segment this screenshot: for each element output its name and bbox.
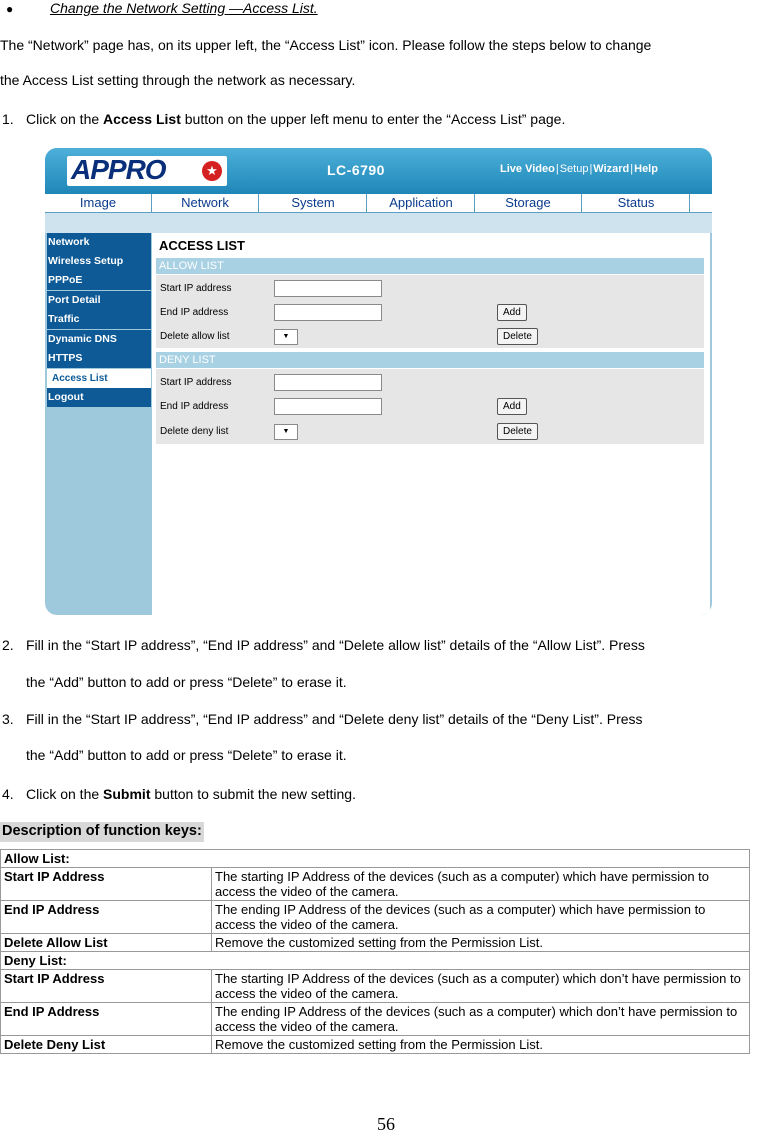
- sidebar-item-dynamic-dns[interactable]: Dynamic DNS: [47, 330, 151, 349]
- deny-start-label: Start IP address: [160, 377, 232, 388]
- step-2-line-2: the “Add” button to add or press “Delete” to erase it.: [26, 674, 347, 690]
- access-list-emphasis: Access List: [103, 111, 181, 127]
- function-keys-table: [0, 849, 750, 1054]
- table-row: [1, 952, 750, 970]
- allow-delete-button[interactable]: Delete: [497, 328, 538, 345]
- logo-star-icon: ★: [202, 161, 222, 181]
- allow-delete-label: Delete allow list: [160, 331, 230, 342]
- sidebar-item-pppoe[interactable]: PPPoE: [47, 271, 151, 290]
- value-cell: The starting IP Address of the devices (such as a computer) which have permission to access the video of the camera.: [212, 868, 750, 901]
- intro-line-2: the Access List setting through the network as necessary.: [0, 72, 356, 88]
- appro-logo: APPRO: [71, 154, 166, 185]
- step-3-number: 3.: [2, 711, 14, 727]
- deny-add-button[interactable]: Add: [497, 398, 527, 415]
- help-link[interactable]: Help: [634, 163, 658, 175]
- table-row: [1, 901, 750, 934]
- wizard-link[interactable]: Wizard: [593, 163, 630, 175]
- table-row: [1, 850, 750, 868]
- allow-list-form: [156, 275, 704, 348]
- step-1-text: Click on the Access List button on the upper left menu to enter the “Access List” page.: [26, 111, 566, 127]
- tab-application[interactable]: Application: [368, 194, 475, 213]
- step-3-line-2: the “Add” button to add or press “Delete” to erase it.: [26, 747, 347, 763]
- deny-delete-button[interactable]: Delete: [497, 423, 538, 440]
- sidebar: [47, 233, 151, 613]
- web-ui-screenshot: [45, 148, 712, 615]
- section-title: Change the Network Setting —Access List.: [50, 0, 318, 16]
- setup-link[interactable]: Setup: [559, 163, 589, 175]
- step-4-number: 4.: [2, 786, 14, 802]
- ui-header-bar: [45, 148, 712, 194]
- deny-list-select[interactable]: ▼: [274, 424, 298, 440]
- key-cell: End IP Address: [1, 1003, 212, 1036]
- submit-emphasis: Submit: [103, 786, 151, 802]
- bullet-icon: ●: [6, 2, 14, 16]
- deny-start-ip-input[interactable]: [274, 374, 382, 391]
- description-heading: Description of function keys:: [0, 822, 204, 842]
- allow-list-select[interactable]: ▼: [274, 329, 298, 345]
- intro-line-1: The “Network” page has, on its upper left, the “Access List” icon. Please follow the steps below to change: [0, 37, 652, 53]
- key-cell: Start IP Address: [1, 868, 212, 901]
- step-1-number: 1.: [2, 111, 14, 127]
- value-cell: Remove the customized setting from the Permission List.: [212, 934, 750, 952]
- tab-image[interactable]: Image: [45, 194, 152, 213]
- sidebar-item-access-list[interactable]: Access List: [47, 369, 151, 388]
- tab-status[interactable]: Status: [583, 194, 690, 213]
- key-cell: Start IP Address: [1, 970, 212, 1003]
- table-row: [1, 868, 750, 901]
- step-3-line-1: Fill in the “Start IP address”, “End IP address” and “Delete deny list” details of the “Deny List”. Press: [26, 711, 643, 727]
- value-cell: The ending IP Address of the devices (such as a computer) which don’t have permission to access the video of the camera.: [212, 1003, 750, 1036]
- live-video-link[interactable]: Live Video: [500, 163, 555, 175]
- tab-network[interactable]: Network: [152, 194, 259, 213]
- sidebar-item-port-detail[interactable]: Port Detail: [47, 291, 151, 310]
- sidebar-item-traffic[interactable]: Traffic: [47, 310, 151, 329]
- allow-list-group-label: Allow List:: [1, 850, 750, 868]
- deny-list-group-label: Deny List:: [1, 952, 750, 970]
- sidebar-item-network[interactable]: Network: [47, 233, 151, 252]
- value-cell: Remove the customized setting from the Permission List.: [212, 1036, 750, 1054]
- key-cell: Delete Deny List: [1, 1036, 212, 1054]
- allow-list-header: ALLOW LIST: [156, 258, 704, 274]
- sidebar-item-logout[interactable]: Logout: [47, 388, 151, 407]
- allow-start-ip-input[interactable]: [274, 280, 382, 297]
- allow-end-label: End IP address: [160, 307, 229, 318]
- key-cell: End IP Address: [1, 901, 212, 934]
- table-row: [1, 970, 750, 1003]
- deny-delete-label: Delete deny list: [160, 426, 229, 437]
- key-cell: Delete Allow List: [1, 934, 212, 952]
- value-cell: The starting IP Address of the devices (such as a computer) which don’t have permission to access the video of the camera.: [212, 970, 750, 1003]
- sidebar-item-https[interactable]: HTTPS: [47, 349, 151, 368]
- table-row: [1, 1036, 750, 1054]
- main-tabs: [45, 194, 712, 213]
- value-cell: The ending IP Address of the devices (such as a computer) which have permission to access the video of the camera.: [212, 901, 750, 934]
- top-links: Live Video|Setup|Wizard|Help: [500, 163, 658, 175]
- allow-end-ip-input[interactable]: [274, 304, 382, 321]
- allow-add-button[interactable]: Add: [497, 304, 527, 321]
- step-4-text: Click on the Submit button to submit the new setting.: [26, 786, 356, 802]
- page-title: ACCESS LIST: [159, 238, 245, 253]
- sidebar-item-wireless-setup[interactable]: Wireless Setup: [47, 252, 151, 271]
- tab-system[interactable]: System: [260, 194, 367, 213]
- deny-end-label: End IP address: [160, 401, 229, 412]
- allow-start-label: Start IP address: [160, 283, 232, 294]
- content-panel: [152, 233, 710, 615]
- step-2-number: 2.: [2, 637, 14, 653]
- step-2-line-1: Fill in the “Start IP address”, “End IP address” and “Delete allow list” details of the “Allow List”. Press: [26, 637, 645, 653]
- deny-list-header: DENY LIST: [156, 352, 704, 368]
- tab-storage[interactable]: Storage: [475, 194, 582, 213]
- sub-header-bar: [45, 213, 712, 233]
- table-row: [1, 1003, 750, 1036]
- model-name: LC-6790: [327, 162, 385, 178]
- deny-list-form: [156, 369, 704, 444]
- deny-end-ip-input[interactable]: [274, 398, 382, 415]
- page-number: 56: [377, 1114, 395, 1134]
- table-row: [1, 934, 750, 952]
